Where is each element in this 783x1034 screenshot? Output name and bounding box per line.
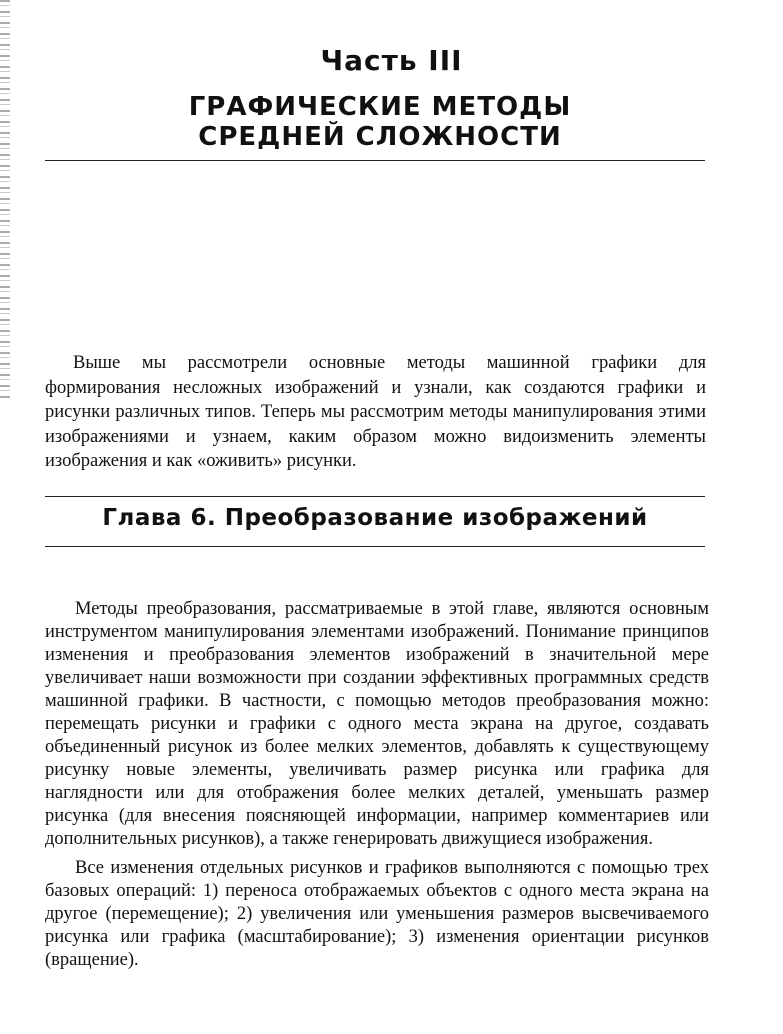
chapter-top-rule [45,496,705,497]
part-divider [45,160,705,161]
body-paragraph: Методы преобразования, рассматриваемые в этой главе, являются основным инструментом манипулирования элементами изображений. Понимание принципов изменения и преобразования элементов изображений в значительной мере увеличивает наши возможности при создании эффективных программных средств машинной графики. В частности, с помощью методов преобразования можно: перемещать рисунки и графики с одного места экрана на другое, создавать объединенный рисунок из более мелких элементов, добавлять к существующему рисунку новые элементы, увеличивать размер рисунка или графика для наглядности или для отображения более мелких деталей, уменьшать размер рисунка (для внесения поясняющей информации, например комментариев или дополнительных рисунков), а также генерировать движущиеся изображения. [45,599,709,849]
chapter-title: Глава 6. Преобразование изображений [102,505,648,531]
chapter-body [45,598,709,972]
part-title: Часть III [320,44,463,77]
part-subtitle: ГРАФИЧЕСКИЕ МЕТОДЫ СРЕДНЕЙ СЛОЖНОСТИ [188,92,572,152]
part-intro-paragraph: Выше мы рассмотрели основные методы машинной графики для формирования несложных изображений и узнали, как создаются графики и рисунки различных типов. Теперь мы рассмотрим методы манипулирования этими изображениями и узнаем, каким образом можно видоизменить элементы изображения и как «оживить» рисунки. [45,353,706,471]
chapter-bottom-rule [45,546,705,547]
body-paragraph: Все изменения отдельных рисунков и графиков выполняются с помощью трех базовых операций: 1) переноса отображаемых объектов с одного места экрана на другое (перемещение); 2) увеличения или уменьшения размеров высвечиваемого рисунка или графика (масштабирование); 3) изменения ориентации рисунков (вращение). [45,858,709,970]
